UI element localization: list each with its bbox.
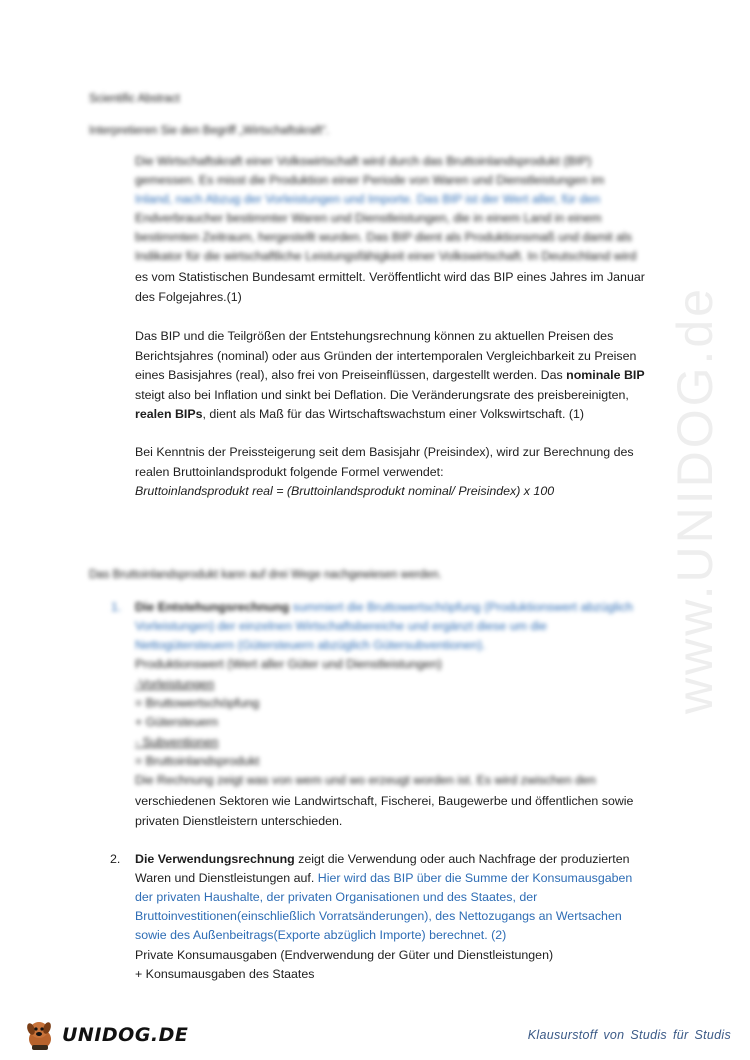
item1-line: + Gütersteuern	[135, 715, 218, 729]
item2-line: Bruttoinvestitionen(einschließlich Vorratsänderungen), des Nettozugangs an Wertsachen	[135, 909, 622, 923]
p1-line: es vom Statistischen Bundesamt ermittelt. Veröffentlicht wird das BIP eines Jahres im Januar	[135, 270, 645, 284]
formula: Bruttoinlandsprodukt real = (Bruttoinlandsprodukt nominal/ Preisindex) x 100	[135, 484, 555, 498]
dog-mascot-icon	[22, 1017, 58, 1053]
footer-tagline: Klausurstoff von Studis für Studis	[527, 1028, 731, 1042]
item1-line: Die Rechnung zeigt was von wem und wo erzeugt worden ist. Es wird zwischen den	[135, 773, 596, 787]
list-number: 1.	[111, 600, 122, 614]
item1-line: Produktionswert (Wert aller Güter und Dienstleistungen)	[135, 657, 442, 671]
item1-line: privaten Dienstleistern unterschieden.	[135, 814, 343, 828]
item1-line: Die Entstehungsrechnung summiert die Bruttowertschöpfung (Produktionswert abzüglich	[135, 600, 633, 614]
question: Interpretieren Sie den Begriff „Wirtschaftskraft“.	[89, 125, 330, 137]
p1-line: Die Wirtschaftskraft einer Volkswirtschaft wird durch das Bruttoinlandsprodukt (BIP)	[135, 154, 592, 168]
p2-line: Das BIP und die Teilgrößen der Entstehungsrechnung können zu aktuellen Preisen des	[135, 329, 614, 343]
list-number: 2.	[110, 852, 121, 866]
p1-line: des Folgejahres.(1)	[135, 290, 242, 304]
p1-line: gemessen. Es misst die Produktion einer Periode von Waren und Dienstleistungen im	[135, 173, 605, 187]
item2-line: der privaten Haushalte, der privaten Organisationen und des Staates, der	[135, 890, 538, 904]
item2-line: Die Verwendungsrechnung zeigt die Verwendung oder auch Nachfrage der produzierten	[135, 852, 630, 866]
p2-line: realen BIPs, dient als Maß für das Wirtschaftswachstum einer Volkswirtschaft. (1)	[135, 407, 584, 421]
methods-intro: Das Bruttoinlandsprodukt kann auf drei Wege nachgewiesen werden.	[89, 569, 442, 581]
item2-line: sowie des Außenbeitrags(Exporte abzüglich Importe) berechnet. (2)	[135, 928, 507, 942]
unidog-logo[interactable]	[22, 1015, 189, 1055]
item1-line: = Bruttoinlandsprodukt	[135, 754, 260, 768]
p2-line: steigt also bei Inflation und sinkt bei Deflation. Die Veränderungsrate des preisbereinigten,	[135, 388, 629, 402]
p3-line: realen Bruttoinlandsprodukt folgende Formel verwendet:	[135, 465, 444, 479]
watermark	[655, 180, 735, 820]
item2-line: Private Konsumausgaben (Endverwendung der Güter und Dienstleistungen)	[135, 948, 554, 962]
p2-line: Berichtsjahres (nominal) oder aus Gründen der intertemporalen Vergleichbarkeit zu Preisen	[135, 349, 637, 363]
item1-line: Vorleistungen) der einzelnen Wirtschaftsbereiche und ergänzt diese um die	[135, 619, 547, 633]
p1-line: Inland, nach Abzug der Vorleistungen und Importe. Das BIP ist der Wert aller, für den	[135, 192, 601, 206]
item1-line: verschiedenen Sektoren wie Landwirtschaft, Fischerei, Baugewerbe und öffentlichen sowie	[135, 794, 634, 808]
doc-header: Scientific Abstract	[89, 93, 180, 105]
item2-line: + Konsumausgaben des Staates	[135, 967, 315, 981]
item1-line: -Vorleistungen	[135, 677, 215, 691]
p1-line: Indikator für die wirtschaftliche Leistungsfähigkeit einer Volkswirtschaft. In Deutschland wird	[135, 249, 637, 263]
p1-line: bestimmten Zeitraum, hergestellt wurden. Das BIP dient als Produktionsmaß und damit als	[135, 230, 632, 244]
item1-line: Nettogütersteuern (Gütersteuern abzüglich Gütersubventionen).	[135, 638, 486, 652]
p2-line: eines Basisjahres (real), also frei von Preiseinflüssen, dargestellt werden. Das nominale BIP	[135, 368, 645, 382]
item1-line: = Bruttowertschöpfung	[135, 696, 260, 710]
watermark-text: www.UNIDOG.de	[667, 286, 723, 714]
logo-text: UNIDOG.DE	[62, 1024, 189, 1046]
p3-line: Bei Kenntnis der Preissteigerung seit dem Basisjahr (Preisindex), wird zur Berechnung des	[135, 445, 634, 459]
item2-line: Waren und Dienstleistungen auf. Hier wird das BIP über die Summe der Konsumausgaben	[135, 871, 633, 885]
p1-line: Endverbraucher bestimmter Waren und Dienstleistungen, die in einem Land in einem	[135, 211, 602, 225]
item1-line: - Subventionen	[135, 735, 219, 749]
